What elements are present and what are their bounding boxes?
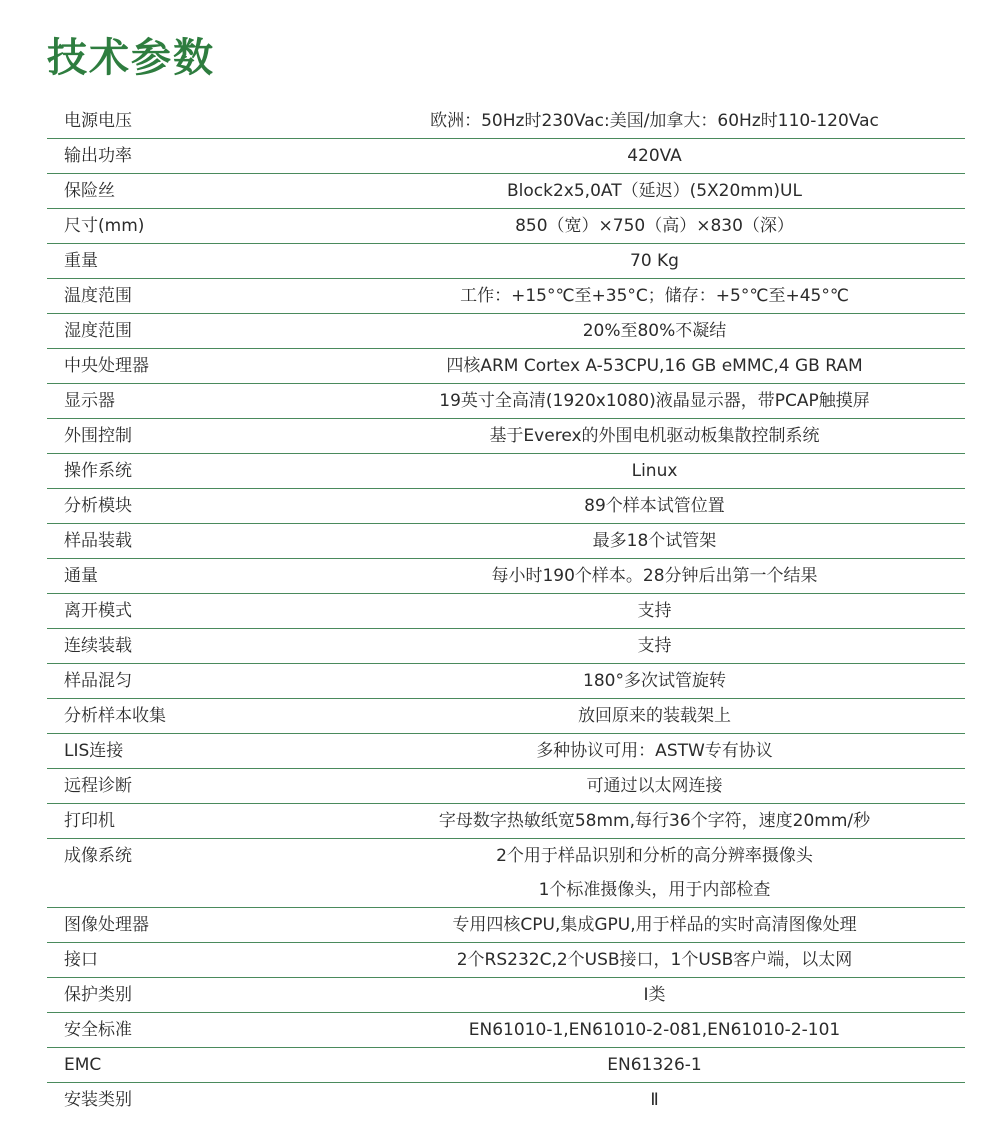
spec-value: 70 Kg bbox=[630, 251, 679, 271]
spec-value: 支持 bbox=[637, 601, 672, 621]
spec-label: 分析样本收集 bbox=[64, 706, 166, 726]
spec-value: 基于Everex的外围电机驱动板集散控制系统 bbox=[489, 426, 820, 446]
spec-row-sample-collection bbox=[47, 699, 965, 734]
spec-label: 离开模式 bbox=[64, 601, 132, 621]
spec-row-power-voltage bbox=[47, 104, 965, 139]
spec-label: 打印机 bbox=[64, 811, 115, 831]
spec-value: 20%至80%不凝结 bbox=[582, 321, 727, 341]
spec-table bbox=[47, 104, 965, 1117]
spec-value: 支持 bbox=[637, 636, 672, 656]
spec-label: 温度范围 bbox=[64, 286, 132, 306]
spec-value: 2个RS232C,2个USB接口，1个USB客户端，以太网 bbox=[456, 950, 853, 970]
spec-row-throughput bbox=[47, 559, 965, 594]
spec-row-dimensions bbox=[47, 209, 965, 244]
spec-value: 420VA bbox=[627, 146, 682, 166]
spec-value: 最多18个试管架 bbox=[592, 531, 717, 551]
spec-label: EMC bbox=[64, 1055, 102, 1075]
spec-row-temperature bbox=[47, 279, 965, 314]
spec-row-lis-connection bbox=[47, 734, 965, 769]
spec-label: 尺寸(mm) bbox=[64, 216, 145, 236]
spec-value: Ⅰ类 bbox=[643, 985, 666, 1005]
spec-row-analysis-module bbox=[47, 489, 965, 524]
spec-value: 放回原来的装载架上 bbox=[578, 706, 731, 726]
spec-label: 通量 bbox=[64, 566, 98, 586]
spec-label: 远程诊断 bbox=[64, 776, 132, 796]
spec-label: LIS连接 bbox=[64, 741, 124, 761]
spec-label: 重量 bbox=[64, 251, 98, 271]
spec-value: 专用四核CPU,集成GPU,用于样品的实时高清图像处理 bbox=[452, 915, 857, 935]
spec-value: 欧洲：50Hz时230Vac:美国/加拿大：60Hz时110-120Vac bbox=[430, 111, 879, 131]
spec-value: 180°多次试管旋转 bbox=[583, 671, 726, 691]
spec-label: 显示器 bbox=[64, 391, 115, 411]
page-title: 技术参数 bbox=[47, 35, 215, 81]
spec-label: 接口 bbox=[64, 950, 98, 970]
spec-label: 连续装载 bbox=[64, 636, 132, 656]
spec-value: 工作：+15°℃至+35°C；储存：+5°℃至+45°℃ bbox=[460, 286, 849, 306]
spec-label: 输出功率 bbox=[64, 146, 132, 166]
spec-row-fuse bbox=[47, 174, 965, 209]
spec-value: Ⅱ bbox=[650, 1090, 659, 1110]
spec-row-sample-mixing bbox=[47, 664, 965, 699]
spec-value: 字母数字热敏纸宽58mm,每行36个字符，速度20mm/秒 bbox=[438, 811, 871, 831]
spec-value: EN61010-1,EN61010-2-081,EN61010-2-101 bbox=[468, 1020, 841, 1040]
spec-label: 操作系统 bbox=[64, 461, 132, 481]
spec-row-os bbox=[47, 454, 965, 489]
spec-row-image-processor bbox=[47, 908, 965, 943]
spec-value: 850（宽）×750（高）×830（深） bbox=[515, 216, 794, 236]
spec-value-line: 1个标准摄像头，用于内部检查 bbox=[538, 880, 771, 900]
spec-row-weight bbox=[47, 244, 965, 279]
spec-row-interface bbox=[47, 943, 965, 978]
spec-label: 安装类别 bbox=[64, 1090, 132, 1110]
spec-row-remote-diagnosis bbox=[47, 769, 965, 804]
spec-label: 保护类别 bbox=[64, 985, 132, 1005]
spec-label: 样品装载 bbox=[64, 531, 132, 551]
spec-value: 四核ARM Cortex A-53CPU,16 GB eMMC,4 GB RAM bbox=[446, 356, 863, 376]
spec-row-sample-loading bbox=[47, 524, 965, 559]
spec-row-continuous-loading bbox=[47, 629, 965, 664]
spec-row-display bbox=[47, 384, 965, 419]
spec-value: 可通过以太网连接 bbox=[586, 776, 723, 796]
spec-row-protection-class bbox=[47, 978, 965, 1013]
spec-value: 多种协议可用：ASTW专有协议 bbox=[536, 741, 773, 761]
spec-row-output-power bbox=[47, 139, 965, 174]
spec-value: Linux bbox=[631, 461, 678, 481]
spec-label: 外围控制 bbox=[64, 426, 132, 446]
spec-label: 分析模块 bbox=[64, 496, 132, 516]
spec-row-emc bbox=[47, 1048, 965, 1083]
spec-label: 成像系统 bbox=[64, 846, 132, 866]
spec-label: 中央处理器 bbox=[64, 356, 149, 376]
spec-row-imaging-system bbox=[47, 839, 965, 908]
spec-row-safety-standard bbox=[47, 1013, 965, 1048]
spec-value: Block2x5,0AT（延迟）(5X20mm)UL bbox=[507, 181, 802, 201]
spec-row-printer bbox=[47, 804, 965, 839]
spec-value: EN61326-1 bbox=[607, 1055, 702, 1075]
spec-row-walkaway-mode bbox=[47, 594, 965, 629]
spec-value: 19英寸全高清(1920x1080)液晶显示器，带PCAP触摸屏 bbox=[439, 391, 870, 411]
spec-row-humidity bbox=[47, 314, 965, 349]
spec-value bbox=[364, 839, 965, 907]
spec-row-installation-category bbox=[47, 1083, 965, 1117]
spec-row-peripheral-control bbox=[47, 419, 965, 454]
spec-value: 每小时190个样本。28分钟后出第一个结果 bbox=[491, 566, 818, 586]
spec-row-cpu bbox=[47, 349, 965, 384]
spec-label: 湿度范围 bbox=[64, 321, 132, 341]
spec-label: 样品混匀 bbox=[64, 671, 132, 691]
spec-label: 图像处理器 bbox=[64, 915, 149, 935]
spec-value-line: 2个用于样品识别和分析的高分辨率摄像头 bbox=[496, 846, 813, 866]
spec-label: 电源电压 bbox=[64, 111, 132, 131]
spec-label: 保险丝 bbox=[64, 181, 115, 201]
spec-value: 89个样本试管位置 bbox=[584, 496, 725, 516]
spec-label: 安全标准 bbox=[64, 1020, 132, 1040]
